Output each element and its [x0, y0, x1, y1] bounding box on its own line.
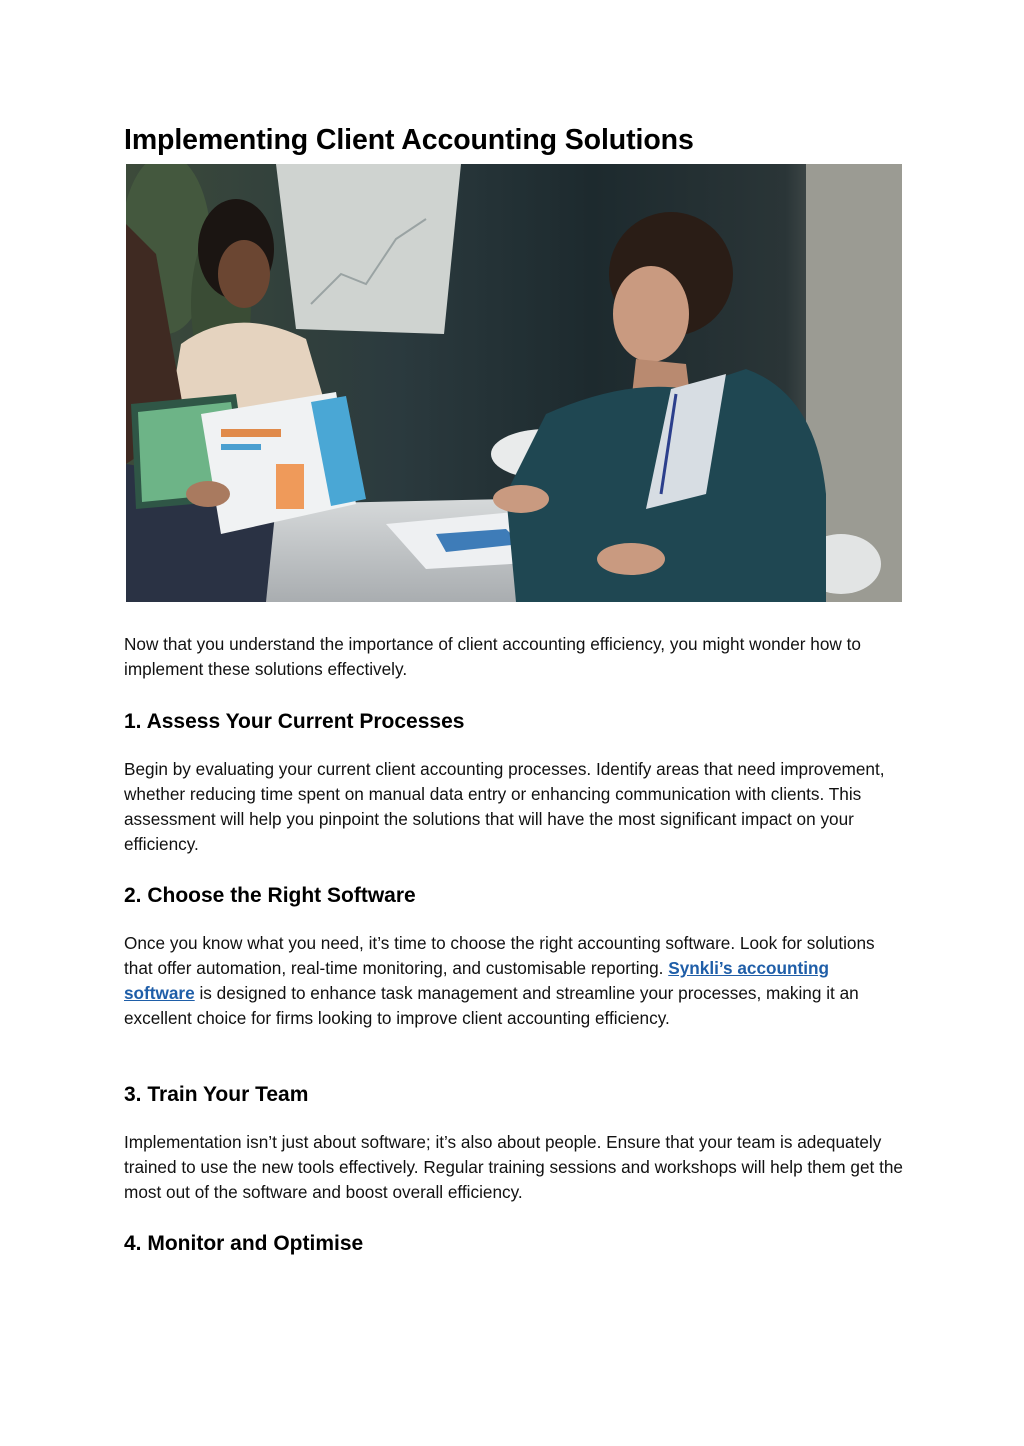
photo-icon — [126, 164, 902, 602]
software-text-after-link: is designed to enhance task management and streamline your processes, making it an excellent choice for firms looking to improve client accounting efficiency. — [124, 983, 859, 1028]
software-text-before-link: Once you know what you need, it’s time to choose the right accounting software. Look for solutions that offer automation, real-time monitoring, and customisable reporting. — [124, 933, 875, 978]
section-heading-software: 2. Choose the Right Software — [124, 884, 416, 907]
intro-paragraph: Now that you understand the importance of client accounting efficiency, you might wonder how to implement these solutions effectively. — [124, 634, 861, 679]
section-body-assess: Begin by evaluating your current client accounting processes. Identify areas that need improvement, whether reducing time spent on manual data entry or enhancing communication with clients. This assessment will help you pinpoint the solutions that will have the most significant impact on your efficiency. — [124, 759, 885, 854]
section-heading-assess: 1. Assess Your Current Processes — [124, 710, 465, 733]
section-body-software — [124, 931, 904, 1031]
section-body-train: Implementation isn’t just about software; it’s also about people. Ensure that your team is adequately trained to use the new tools effectively. Regular training sessions and workshops will help them get the most out of the software and boost overall efficiency. — [124, 1132, 903, 1202]
section-heading-train: 3. Train Your Team — [124, 1083, 309, 1106]
synkli-accounting-software-link[interactable]: Synkli’s accounting software — [124, 958, 830, 1003]
section-heading-monitor: 4. Monitor and Optimise — [124, 1232, 364, 1255]
page-title: Implementing Client Accounting Solutions — [124, 124, 694, 156]
meeting-photo — [126, 164, 902, 602]
